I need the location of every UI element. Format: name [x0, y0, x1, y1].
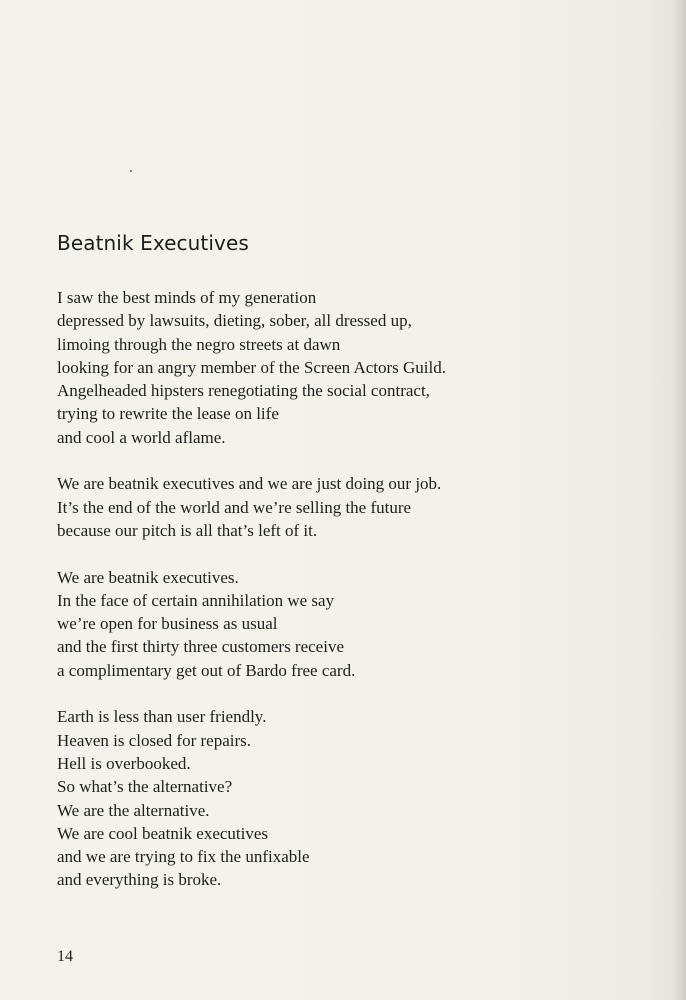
page-number: 14 [57, 948, 73, 965]
poem-line: trying to rewrite the lease on life [57, 404, 279, 424]
poem-line: We are beatnik executives and we are just doing our job. [57, 474, 442, 494]
poem-line: Earth is less than user friendly. [57, 707, 267, 727]
poem-line: We are cool beatnik executives [57, 823, 269, 843]
poem-line: looking for an angry member of the Screen Actors Guild. [57, 357, 447, 377]
poem-line: So what’s the alternative? [57, 777, 233, 797]
poem-line: and the first thirty three customers receive [57, 637, 344, 657]
poem-line: We are beatnik executives. [57, 567, 239, 587]
poem-line: because our pitch is all that’s left of it. [57, 520, 318, 540]
poem-line: limoing through the negro streets at dawn [57, 334, 341, 354]
poem-line: It’s the end of the world and we’re selling the future [57, 497, 412, 517]
paper-speck [130, 170, 132, 172]
poem-line: We are the alternative. [57, 800, 210, 820]
stanza-2 [57, 472, 657, 542]
poem-body [57, 286, 657, 915]
stanza-1 [57, 286, 657, 449]
poem-line: In the face of certain annihilation we say [57, 590, 335, 610]
poem-line: we’re open for business as usual [57, 614, 278, 634]
poem-line: and everything is broke. [57, 870, 222, 890]
poem-line: Heaven is closed for repairs. [57, 730, 252, 750]
poem-line: and cool a world aflame. [57, 427, 226, 447]
poem-line: a complimentary get out of Bardo free card. [57, 660, 356, 680]
page-edge-shadow [672, 0, 686, 1000]
stanza-3 [57, 566, 657, 682]
poem-line: and we are trying to fix the unfixable [57, 847, 310, 867]
poem-line: I saw the best minds of my generation [57, 288, 317, 307]
poem-title: Beatnik Executives [57, 231, 249, 255]
poem-line: depressed by lawsuits, dieting, sober, all dressed up, [57, 311, 412, 331]
poem-line: Hell is overbooked. [57, 753, 191, 773]
stanza-4 [57, 705, 657, 891]
poem-line: Angelheaded hipsters renegotiating the social contract, [57, 381, 430, 401]
